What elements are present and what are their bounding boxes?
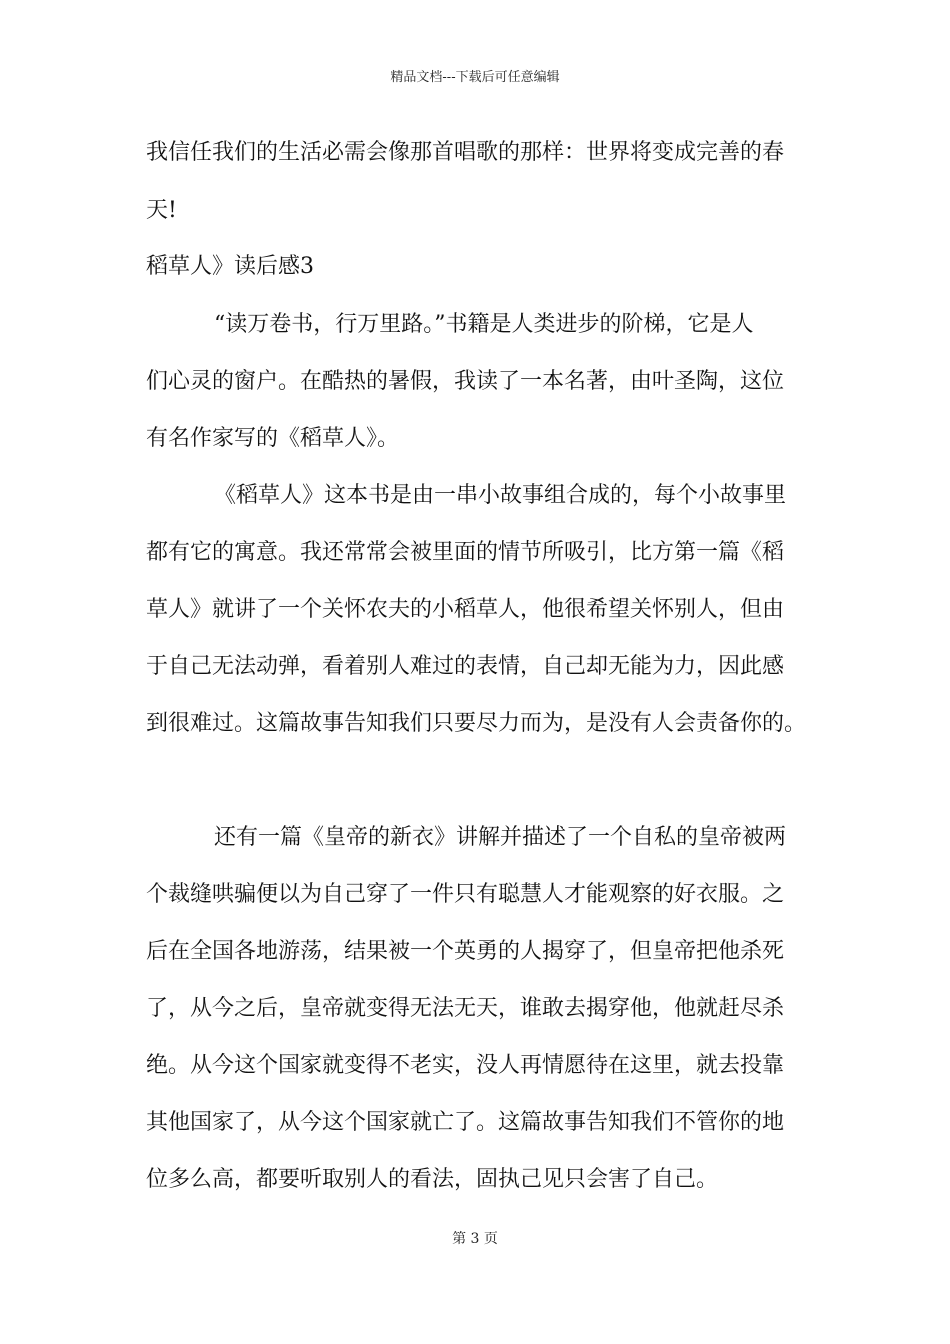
paragraph-line: 位多么高，都要听取别人的看法，固执己见只会害了自己。 bbox=[146, 1167, 719, 1192]
paragraph-line: 于自己无法动弹，看着别人难过的表情，自己却无能为力，因此感 bbox=[146, 654, 785, 679]
paragraph-line: 后在全国各地游荡，结果被一个英勇的人揭穿了，但皇帝把他杀死 bbox=[146, 939, 785, 964]
paragraph-line: 有名作家写的《稻草人》。 bbox=[146, 426, 400, 451]
paragraph-line: 我信任我们的生活必需会像那首唱歌的那样：世界将变成完善的春 bbox=[146, 140, 785, 165]
paragraph-line: 绝。从今这个国家就变得不老实，没人再情愿待在这里，就去投靠 bbox=[146, 1053, 785, 1078]
paragraph-line: 都有它的寓意。我还常常会被里面的情节所吸引，比方第一篇《稻 bbox=[146, 540, 785, 565]
paragraph-line: 草人》就讲了一个关怀农夫的小稻草人，他很希望关怀别人，但由 bbox=[146, 597, 785, 622]
paragraph-line: 《稻草人》这本书是由一串小故事组合成的，每个小故事里 bbox=[214, 483, 787, 508]
paragraph-line: 其他国家了，从今这个国家就亡了。这篇故事告知我们不管你的地 bbox=[146, 1110, 785, 1135]
paragraph-line: 还有一篇《皇帝的新衣》讲解并描述了一个自私的皇帝被两 bbox=[214, 825, 787, 850]
section-heading: 稻草人》读后感3 bbox=[146, 254, 314, 279]
paragraph-line: 到很难过。这篇故事告知我们只要尽力而为，是没有人会责备你的。 bbox=[146, 711, 807, 736]
page-number: 第 3 页 bbox=[452, 1231, 498, 1247]
paragraph-line: 了，从今之后，皇帝就变得无法无天，谁敢去揭穿他，他就赶尽杀 bbox=[146, 996, 785, 1021]
paragraph-line: 个裁缝哄骗便以为自己穿了一件只有聪慧人才能观察的好衣服。之 bbox=[146, 882, 785, 907]
paragraph-line: 天! bbox=[146, 198, 177, 223]
paragraph-line: “读万卷书，行万里路。”书籍是人类进步的阶梯，它是人 bbox=[214, 312, 754, 337]
paragraph-line: 们心灵的窗户。在酷热的暑假，我读了一本名著，由叶圣陶，这位 bbox=[146, 369, 785, 394]
page-header: 精品文档---下载后可任意编辑 bbox=[390, 70, 560, 85]
